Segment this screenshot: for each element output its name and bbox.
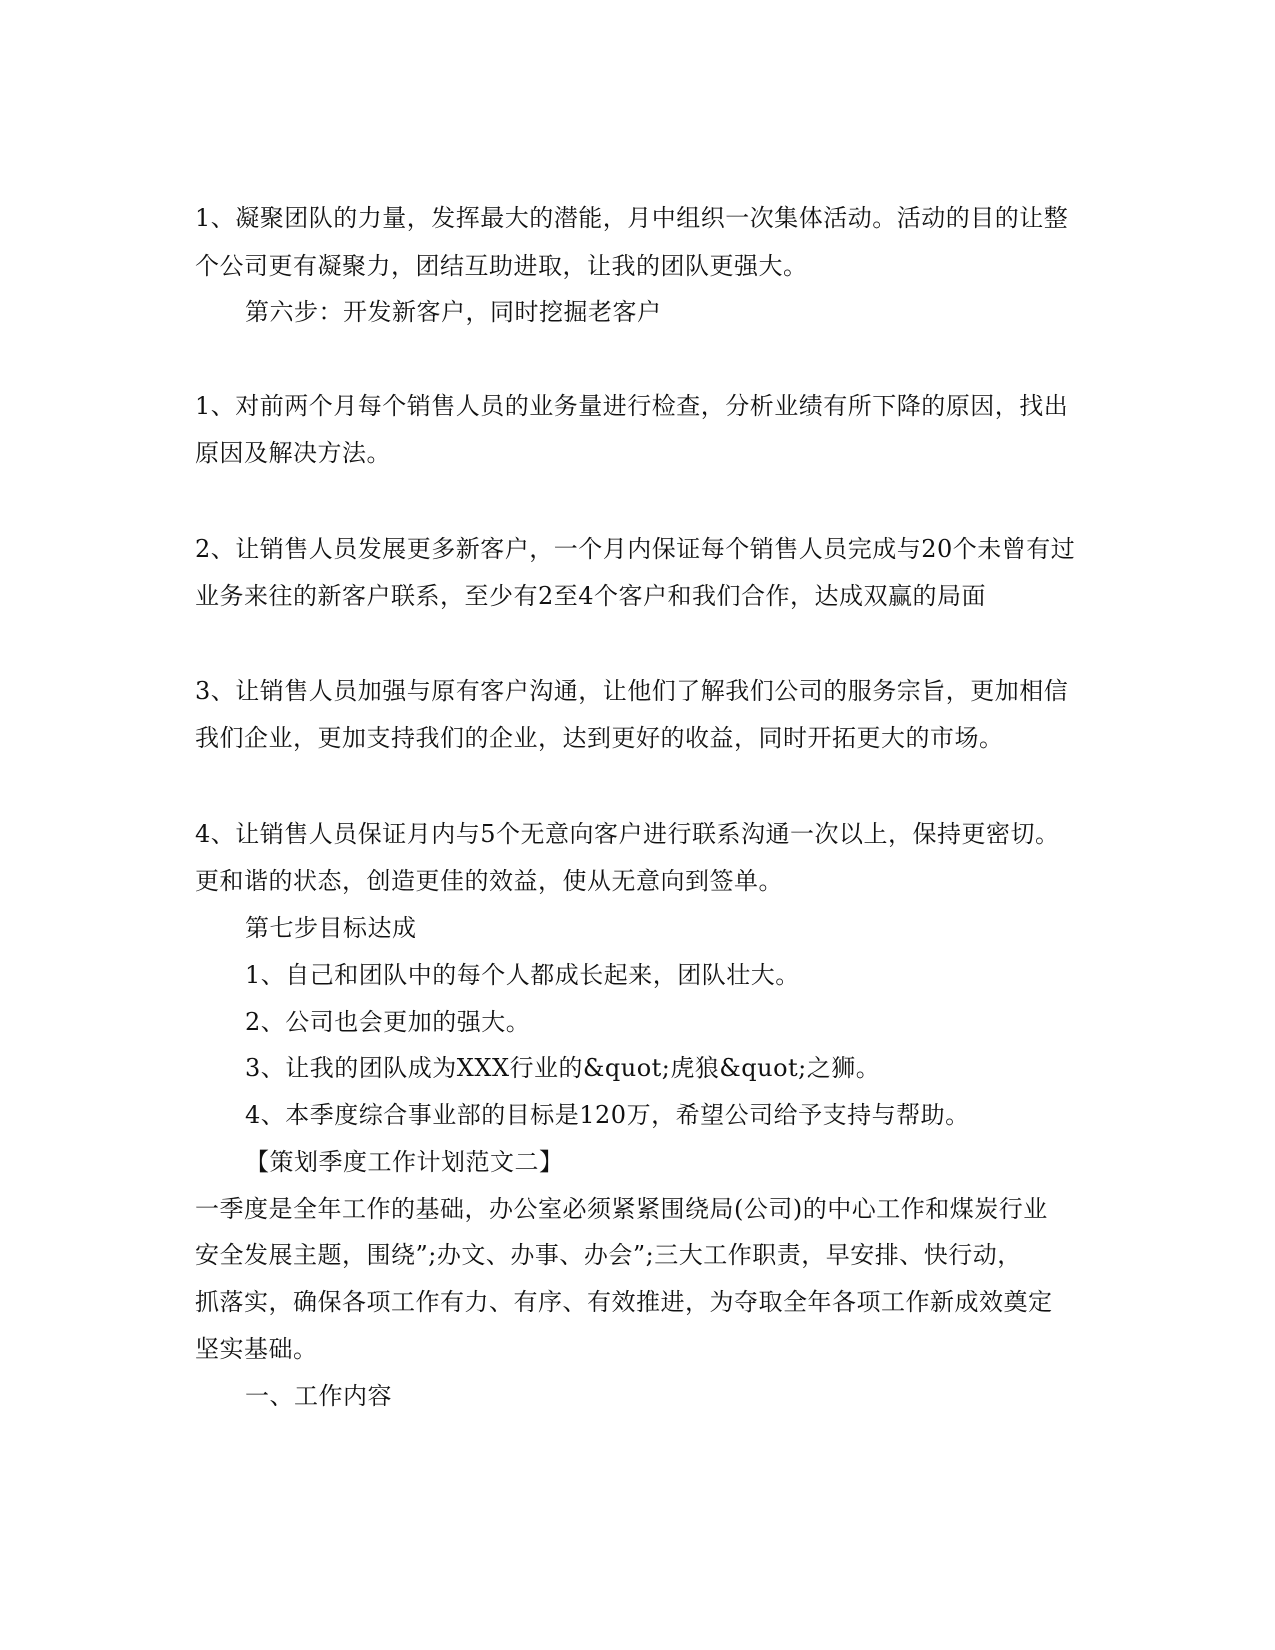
paragraph-line: 更和谐的状态，创造更佳的效益，使从无意向到签单。 [195,867,783,895]
paragraph-line: 安全发展主题，围绕”;办文、办事、办会”;三大工作职责，早安排、快行动， [195,1241,1022,1269]
section-heading: 第七步目标达成 [245,914,417,942]
paragraph-line: 业务来往的新客户联系，至少有2至4个客户和我们合作，达成双赢的局面 [195,582,987,610]
paragraph-line: 1、凝聚团队的力量，发挥最大的潜能，月中组织一次集体活动。活动的目的让整 [195,204,1069,232]
list-item: 2、公司也会更加的强大。 [245,1008,531,1036]
paragraph-line: 3、让销售人员加强与原有客户沟通，让他们了解我们公司的服务宗旨，更加相信 [195,677,1069,705]
list-item: 1、自己和团队中的每个人都成长起来，团队壮大。 [245,961,800,989]
paragraph-line: 一季度是全年工作的基础，办公室必须紧紧围绕局(公司)的中心工作和煤炭行业 [195,1195,1048,1223]
list-item: 4、本季度综合事业部的目标是120万，希望公司给予支持与帮助。 [245,1101,970,1129]
section-heading: 一、工作内容 [245,1382,392,1410]
paragraph-line: 1、对前两个月每个销售人员的业务量进行检查，分析业绩有所下降的原因，找出 [195,392,1069,420]
section-title: 【策划季度工作计划范文二】 [245,1148,564,1176]
paragraph-line: 我们企业，更加支持我们的企业，达到更好的收益，同时开拓更大的市场。 [195,724,1004,752]
paragraph-line: 坚实基础。 [195,1335,318,1363]
paragraph-line: 4、让销售人员保证月内与5个无意向客户进行联系沟通一次以上，保持更密切。 [195,820,1060,848]
paragraph-line: 个公司更有凝聚力，团结互助进取，让我的团队更强大。 [195,252,808,280]
paragraph-line: 2、让销售人员发展更多新客户，一个月内保证每个销售人员完成与20个未曾有过 [195,535,1076,563]
paragraph-line: 原因及解决方法。 [195,439,391,467]
section-heading: 第六步：开发新客户，同时挖掘老客户 [245,298,662,326]
paragraph-line: 抓落实，确保各项工作有力、有序、有效推进，为夺取全年各项工作新成效奠定 [195,1288,1053,1316]
list-item: 3、让我的团队成为XXX行业的&quot;虎狼&quot;之狮。 [245,1054,881,1082]
